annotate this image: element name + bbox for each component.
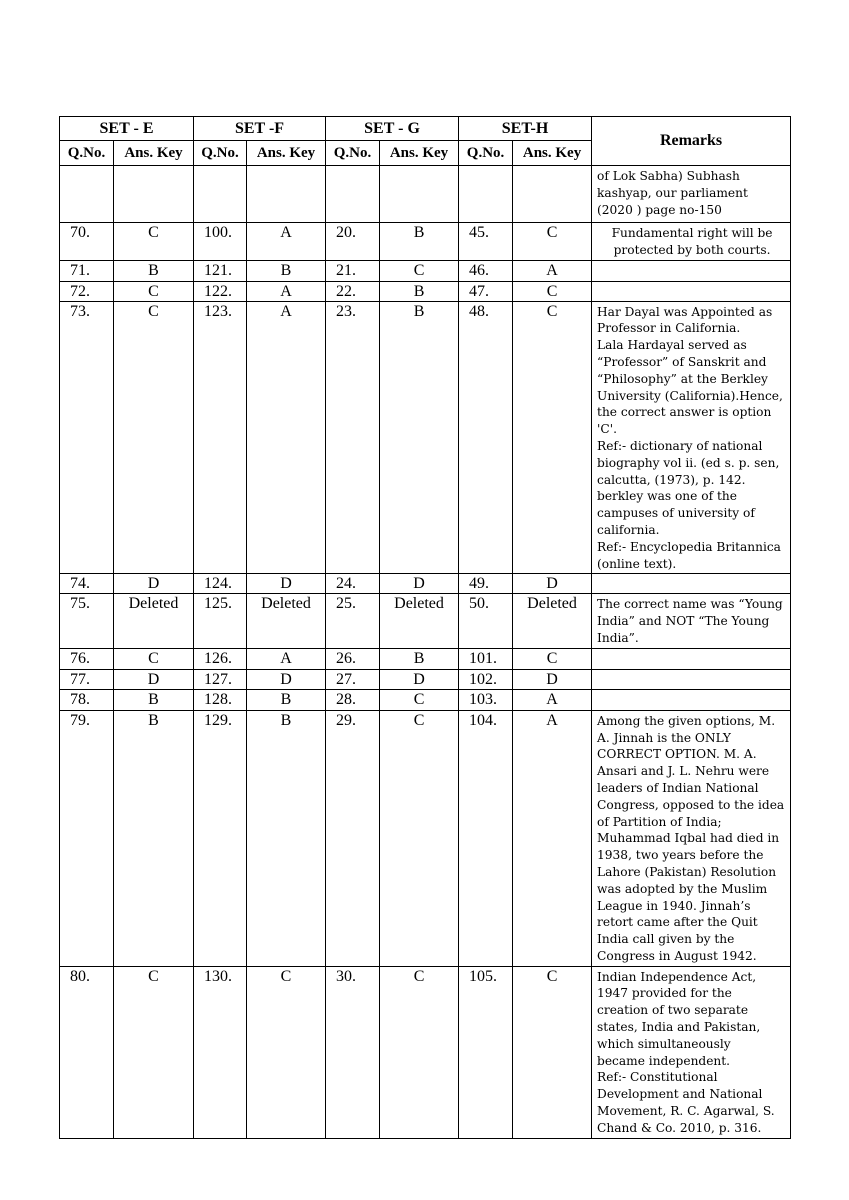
answer-key: C — [114, 966, 194, 1138]
question-number: 104. — [459, 710, 513, 966]
question-number: 50. — [459, 594, 513, 648]
remarks-cell — [592, 260, 791, 281]
remarks-line: League in 1940. Jinnah’s — [597, 898, 751, 913]
answer-key: D — [114, 669, 194, 689]
answer-key: Deleted — [114, 594, 194, 648]
answer-key: C — [380, 710, 459, 966]
remarks-line: Professor in California. — [597, 321, 741, 336]
question-number: 77. — [60, 669, 114, 689]
remarks-line: (2020 ) page no-150 — [597, 202, 722, 217]
question-number: 127. — [194, 669, 247, 689]
answer-key: A — [247, 223, 326, 261]
answer-key-page — [59, 116, 790, 1139]
answer-key: B — [380, 223, 459, 261]
answer-key: A — [247, 648, 326, 669]
question-number: 30. — [326, 966, 380, 1138]
question-number: 46. — [459, 260, 513, 281]
table-row — [60, 166, 791, 223]
answer-key: A — [513, 260, 592, 281]
table-row — [60, 648, 791, 669]
question-number: 24. — [326, 574, 380, 594]
remarks-cell — [592, 574, 791, 594]
question-number: 21. — [326, 260, 380, 281]
question-number: 70. — [60, 223, 114, 261]
question-number: 71. — [60, 260, 114, 281]
answer-key: B — [247, 710, 326, 966]
question-number: 130. — [194, 966, 247, 1138]
question-number: 124. — [194, 574, 247, 594]
answer-key: B — [114, 710, 194, 966]
remarks-line: Indian Independence Act, — [597, 969, 757, 984]
question-number: 129. — [194, 710, 247, 966]
answer-key: B — [114, 260, 194, 281]
remarks-line: campuses of university of — [597, 506, 755, 521]
question-number: 74. — [60, 574, 114, 594]
answer-key: D — [247, 669, 326, 689]
question-number: 125. — [194, 594, 247, 648]
remarks-cell — [592, 594, 791, 648]
remarks-line: A. Jinnah is the ONLY — [597, 730, 731, 745]
answer-key: A — [247, 301, 326, 574]
answer-key: D — [247, 574, 326, 594]
question-number: 75. — [60, 594, 114, 648]
remarks-line: India call given by the — [597, 932, 735, 947]
remarks-line: states, India and Pakistan, — [597, 1020, 761, 1035]
answer-key: C — [380, 260, 459, 281]
answer-key: C — [114, 301, 194, 574]
answer-key-table — [59, 116, 791, 1139]
remarks-line: Movement, R. C. Agarwal, S. — [597, 1104, 775, 1119]
remarks-line: which simultaneously — [597, 1036, 731, 1051]
answer-key — [114, 166, 194, 223]
question-number: 27. — [326, 669, 380, 689]
table-body — [60, 166, 791, 1139]
table-row — [60, 223, 791, 261]
remarks-line: Ref:- Encyclopedia Britannica — [597, 539, 781, 554]
question-number: 23. — [326, 301, 380, 574]
remarks-line: the correct answer is option — [597, 405, 772, 420]
table-row — [60, 260, 791, 281]
remarks-line: India”. — [597, 630, 639, 645]
question-number: 126. — [194, 648, 247, 669]
remarks-line: became independent. — [597, 1053, 731, 1068]
question-number: 29. — [326, 710, 380, 966]
answer-key: C — [513, 301, 592, 574]
table-row — [60, 281, 791, 301]
remarks-line: protected by both courts. — [613, 242, 771, 257]
remarks-line: california. — [597, 522, 660, 537]
question-number: 128. — [194, 689, 247, 710]
answer-key: B — [380, 648, 459, 669]
question-number: 26. — [326, 648, 380, 669]
set-g-header: SET - G — [326, 117, 459, 141]
remarks-cell — [592, 166, 791, 223]
remarks-cell — [592, 301, 791, 574]
answer-key — [247, 166, 326, 223]
question-number: 121. — [194, 260, 247, 281]
set-h-header: SET-H — [459, 117, 592, 141]
remarks-line: kashyap, our parliament — [597, 185, 748, 200]
answer-key: B — [247, 260, 326, 281]
question-number: 25. — [326, 594, 380, 648]
answer-key: B — [114, 689, 194, 710]
answer-key: B — [247, 689, 326, 710]
answer-key: A — [247, 281, 326, 301]
remarks-line: retort came after the Quit — [597, 915, 758, 930]
answer-key: A — [513, 710, 592, 966]
question-number: 100. — [194, 223, 247, 261]
question-number: 101. — [459, 648, 513, 669]
remarks-cell — [592, 669, 791, 689]
remarks-line: University (California).Hence, — [597, 388, 783, 403]
anskey-header: Ans. Key — [380, 141, 459, 166]
answer-key: C — [380, 689, 459, 710]
question-number — [326, 166, 380, 223]
answer-key: C — [247, 966, 326, 1138]
question-number: 45. — [459, 223, 513, 261]
answer-key: C — [380, 966, 459, 1138]
question-number — [459, 166, 513, 223]
table-row — [60, 301, 791, 574]
answer-key: C — [513, 648, 592, 669]
remarks-line: Chand & Co. 2010, p. 316. — [597, 1120, 762, 1135]
remarks-line: Lahore (Pakistan) Resolution — [597, 864, 777, 879]
remarks-line: India” and NOT “The Young — [597, 614, 770, 629]
question-number: 80. — [60, 966, 114, 1138]
remarks-line: of Lok Sabha) Subhash — [597, 169, 740, 183]
table-row — [60, 669, 791, 689]
remarks-line: (online text). — [597, 556, 677, 571]
answer-key: B — [380, 281, 459, 301]
answer-key: D — [380, 669, 459, 689]
set-f-header: SET -F — [194, 117, 326, 141]
remarks-cell — [592, 223, 791, 261]
answer-key — [513, 166, 592, 223]
question-number: 72. — [60, 281, 114, 301]
remarks-line: Fundamental right will be — [611, 226, 773, 240]
question-number: 47. — [459, 281, 513, 301]
remarks-line: of Partition of India; — [597, 814, 722, 829]
question-number: 73. — [60, 301, 114, 574]
table-row — [60, 710, 791, 966]
question-number: 123. — [194, 301, 247, 574]
question-number: 20. — [326, 223, 380, 261]
table-header — [60, 117, 791, 166]
answer-key: C — [513, 223, 592, 261]
answer-key: A — [513, 689, 592, 710]
question-number: 122. — [194, 281, 247, 301]
question-number — [194, 166, 247, 223]
remarks-line: 'C'. — [597, 422, 617, 437]
question-number: 102. — [459, 669, 513, 689]
anskey-header: Ans. Key — [247, 141, 326, 166]
answer-key: D — [513, 669, 592, 689]
answer-key: D — [114, 574, 194, 594]
remarks-header: Remarks — [592, 117, 791, 166]
question-number: 105. — [459, 966, 513, 1138]
question-number: 76. — [60, 648, 114, 669]
question-number — [60, 166, 114, 223]
remarks-line: Among the given options, M. — [597, 713, 776, 728]
remarks-line: Har Dayal was Appointed as — [597, 304, 773, 319]
answer-key: Deleted — [380, 594, 459, 648]
qno-header: Q.No. — [194, 141, 247, 166]
answer-key: D — [513, 574, 592, 594]
remarks-line: 1947 provided for the — [597, 986, 732, 1001]
answer-key: Deleted — [247, 594, 326, 648]
remarks-cell — [592, 966, 791, 1138]
remarks-line: biography vol ii. (ed s. p. sen, — [597, 455, 780, 470]
answer-key: C — [513, 281, 592, 301]
answer-key: D — [380, 574, 459, 594]
remarks-line: berkley was one of the — [597, 489, 737, 504]
table-row — [60, 594, 791, 648]
remarks-line: Ansari and J. L. Nehru were — [597, 764, 770, 779]
remarks-line: leaders of Indian National — [597, 780, 759, 795]
remarks-line: Ref:- Constitutional — [597, 1070, 718, 1085]
remarks-line: Lala Hardayal served as — [597, 338, 747, 353]
remarks-line: Muhammad Iqbal had died in — [597, 831, 780, 846]
question-number: 79. — [60, 710, 114, 966]
question-number: 103. — [459, 689, 513, 710]
question-number: 48. — [459, 301, 513, 574]
remarks-cell — [592, 710, 791, 966]
remarks-line: The correct name was “Young — [597, 597, 783, 612]
table-row — [60, 689, 791, 710]
remarks-line: calcutta, (1973), p. 142. — [597, 472, 746, 487]
question-number: 78. — [60, 689, 114, 710]
answer-key — [380, 166, 459, 223]
anskey-header: Ans. Key — [114, 141, 194, 166]
remarks-line: Development and National — [597, 1087, 763, 1102]
anskey-header: Ans. Key — [513, 141, 592, 166]
question-number: 28. — [326, 689, 380, 710]
question-number: 22. — [326, 281, 380, 301]
remarks-line: Ref:- dictionary of national — [597, 438, 763, 453]
question-number: 49. — [459, 574, 513, 594]
answer-key: C — [114, 648, 194, 669]
answer-key: C — [513, 966, 592, 1138]
set-e-header: SET - E — [60, 117, 194, 141]
remarks-line: CORRECT OPTION. M. A. — [597, 747, 757, 762]
remarks-cell — [592, 281, 791, 301]
remarks-line: was adopted by the Muslim — [597, 881, 768, 896]
remarks-line: “Philosophy” at the Berkley — [597, 371, 768, 386]
remarks-line: Congress, opposed to the idea — [597, 797, 785, 812]
answer-key: B — [380, 301, 459, 574]
remarks-line: “Professor” of Sanskrit and — [597, 354, 767, 369]
remarks-cell — [592, 648, 791, 669]
remarks-cell — [592, 689, 791, 710]
table-row — [60, 574, 791, 594]
answer-key: Deleted — [513, 594, 592, 648]
remarks-line: creation of two separate — [597, 1003, 749, 1018]
remarks-line: Congress in August 1942. — [597, 948, 757, 963]
answer-key: C — [114, 281, 194, 301]
qno-header: Q.No. — [326, 141, 380, 166]
qno-header: Q.No. — [60, 141, 114, 166]
answer-key: C — [114, 223, 194, 261]
remarks-line: 1938, two years before the — [597, 848, 764, 863]
qno-header: Q.No. — [459, 141, 513, 166]
table-row — [60, 966, 791, 1138]
